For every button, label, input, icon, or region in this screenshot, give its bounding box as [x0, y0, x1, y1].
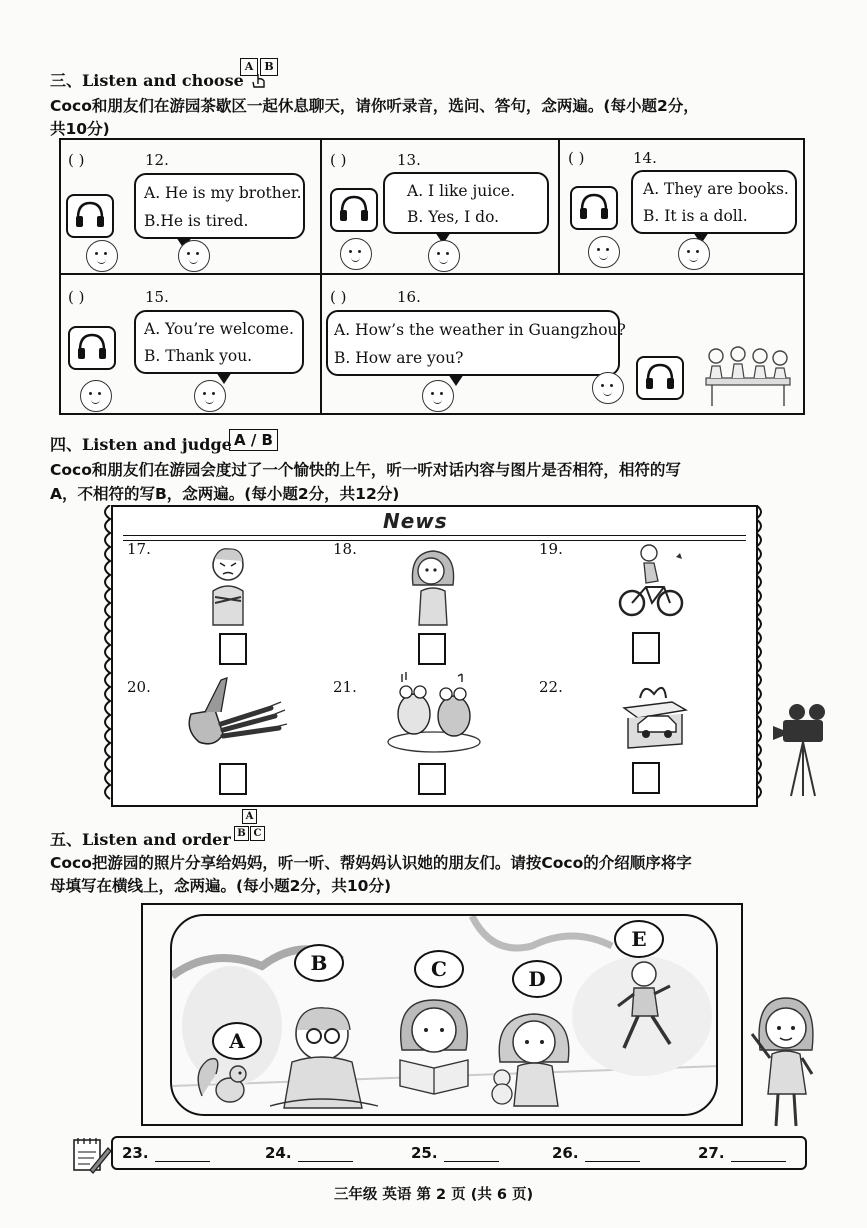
q16-option-b[interactable]: B. How are you? [334, 349, 464, 367]
blank-26[interactable] [552, 1144, 640, 1162]
q15-number: 15. [145, 288, 169, 306]
label-bubble-c: C [414, 950, 464, 988]
label-bubble-b: B [294, 944, 344, 982]
angry-boy-picture [205, 545, 251, 627]
video-camera-icon [769, 700, 833, 798]
q16-headset-icon [636, 356, 684, 400]
q16-option-a[interactable]: A. How’s the weather in Guangzhou? [334, 321, 626, 339]
q14-option-a[interactable]: A. They are books. [643, 180, 789, 198]
running-boy-picture [612, 958, 682, 1054]
q15-options-bubble [134, 310, 304, 374]
item-18-answer-box[interactable] [418, 633, 446, 665]
girl-with-toy-bear-picture [488, 1000, 584, 1108]
q12-option-b[interactable]: B.He is tired. [144, 212, 249, 230]
squirrel-picture [192, 1052, 252, 1106]
item-21-answer-box[interactable] [418, 763, 446, 795]
q16-options-bubble [326, 310, 626, 376]
item-21-number: 21. [333, 678, 357, 696]
q15-headset-icon [68, 326, 116, 370]
q14-answer-paren[interactable]: ( ) [568, 149, 585, 167]
label-bubble-d: D [512, 960, 562, 998]
page-footer: 三年级 英语 第 2 页 (共 6 页) [333, 1187, 534, 1203]
notepad-pencil-icon [72, 1136, 112, 1174]
section4-instructions-line2: A，不相符的写B，念两遍。(每小题2分，共12分) [50, 485, 400, 503]
boy-face-icon [178, 240, 210, 272]
item-17-number: 17. [127, 540, 151, 558]
blank-24[interactable] [265, 1144, 353, 1162]
section3-instructions-line2: 共10分) [50, 120, 110, 138]
q13-answer-paren[interactable]: ( ) [330, 151, 347, 169]
section4-instructions-line1: Coco和朋友们在游园会度过了一个愉快的上午，听一听对话内容与图片是否相符，相符的写 [50, 461, 681, 479]
news-rule-bottom [123, 540, 746, 541]
q13-option-a[interactable]: A. I like juice. [407, 182, 516, 200]
blank-27-label: 27. [698, 1144, 725, 1162]
abc-order-icon: A B C [228, 809, 272, 849]
blank-23-label: 23. [122, 1144, 149, 1162]
girl-face-icon [194, 380, 226, 412]
label-bubble-a: A [212, 1022, 262, 1060]
section3-instructions-line1: Coco和朋友们在游园茶歇区一起休息聊天，请你听录音，选问、答句，念两遍。(每小题2分， [50, 97, 699, 115]
girl-face-icon [588, 236, 620, 268]
q13-number: 13. [397, 151, 421, 169]
boy-face-icon [340, 238, 372, 270]
q13-options-bubble [383, 172, 549, 234]
item-17-answer-box[interactable] [219, 633, 247, 665]
item-22-answer-box[interactable] [632, 762, 660, 794]
girl-reading-book-picture [384, 990, 484, 1106]
q13-option-b[interactable]: B. Yes, I do. [407, 208, 500, 226]
blank-25-label: 25. [411, 1144, 438, 1162]
section5-instructions-line2: 母填写在横线上，念两遍。(每小题2分，共10分) [50, 877, 392, 895]
item-20-answer-box[interactable] [219, 763, 247, 795]
q14-number: 14. [633, 149, 657, 167]
girl-picture [405, 545, 461, 627]
q12-headset-icon [66, 194, 114, 238]
q15-option-a[interactable]: A. You’re welcome. [144, 320, 294, 338]
girl-face-icon [428, 240, 460, 272]
item-19-number: 19. [539, 540, 563, 558]
q16-number: 16. [397, 288, 421, 306]
q12-number: 12. [145, 151, 169, 169]
girl-face-icon [678, 238, 710, 270]
girl-face-icon [592, 372, 624, 404]
blank-23[interactable] [122, 1144, 210, 1162]
q15-answer-paren[interactable]: ( ) [68, 288, 85, 306]
friends-at-table-picture [700, 344, 796, 410]
section4-title: 四、Listen and judge [50, 435, 232, 454]
news-title: News [383, 509, 448, 533]
blank-24-label: 24. [265, 1144, 292, 1162]
coco-waving-picture [748, 994, 824, 1130]
ab-badge: A / B [229, 429, 278, 451]
item-22-number: 22. [539, 678, 563, 696]
item-20-number: 20. [127, 678, 151, 696]
q12-options-bubble [134, 173, 305, 239]
q14-option-b[interactable]: B. It is a doll. [643, 207, 748, 225]
q12-option-a[interactable]: A. He is my brother. [144, 184, 302, 202]
section5-instructions-line1: Coco把游园的照片分享给妈妈，听一听、帮妈妈认识她的朋友们。请按Coco的介绍顺序将字 [50, 854, 692, 872]
toy-car-gift-picture [614, 672, 692, 754]
girl-face-icon [86, 240, 118, 272]
boy-face-icon [80, 380, 112, 412]
q12-answer-paren[interactable]: ( ) [68, 151, 85, 169]
ab-choose-icon: A B [240, 58, 282, 88]
q13-headset-icon [330, 188, 378, 232]
two-frogs-picture [384, 668, 484, 756]
section3-title: 三、Listen and choose [50, 71, 244, 90]
news-rule-top [123, 535, 746, 536]
item-19-answer-box[interactable] [632, 632, 660, 664]
label-bubble-e: E [614, 920, 664, 958]
girl-face-icon [422, 380, 454, 412]
grid-divider-v1 [320, 138, 322, 415]
section5-title: 五、Listen and order [50, 830, 231, 849]
kite-picture [175, 670, 290, 752]
grid-divider-v2 [558, 138, 560, 274]
item-18-number: 18. [333, 540, 357, 558]
blank-26-label: 26. [552, 1144, 579, 1162]
blank-27[interactable] [698, 1144, 786, 1162]
q14-headset-icon [570, 186, 618, 230]
boy-with-glasses-picture [270, 1000, 380, 1110]
q15-option-b[interactable]: B. Thank you. [144, 347, 253, 365]
q16-answer-paren[interactable]: ( ) [330, 288, 347, 306]
q14-options-bubble [631, 170, 797, 234]
boy-riding-bike-picture [616, 543, 686, 619]
blank-25[interactable] [411, 1144, 499, 1162]
grid-divider-h [59, 273, 805, 275]
